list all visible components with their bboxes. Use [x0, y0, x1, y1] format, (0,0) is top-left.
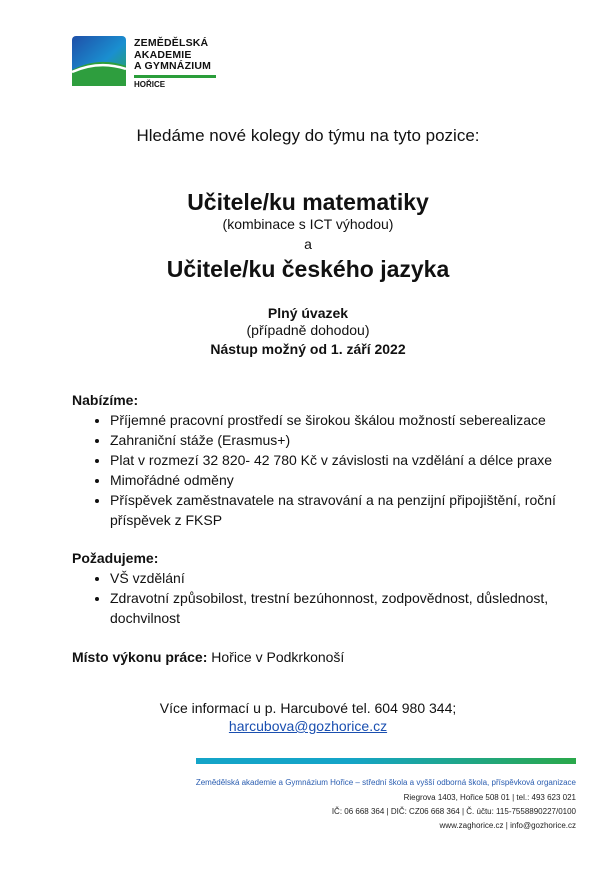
contact-text: Více informací u p. Harcubové tel. 604 980 344;: [159, 700, 457, 716]
workplace-value: Hořice v Podkrkonoší: [211, 649, 345, 665]
workplace-label: Místo výkonu práce:: [72, 649, 208, 665]
position-math-note: (kombinace s ICT výhodou): [222, 216, 394, 232]
list-item: • Zdravotní způsobilost, trestní bezúhonnost, zodpovědnost, důslednost, dochvilnost: [110, 588, 572, 628]
logo-name-line-1: ZEMĚDĚLSKÁ: [134, 37, 209, 49]
offer-title: Nabízíme:: [72, 392, 139, 408]
workplace: [72, 649, 572, 665]
school-logo: [72, 36, 222, 92]
offer-list: [72, 410, 572, 530]
logo-town: HOŘICE: [134, 80, 166, 89]
logo-name: [134, 38, 211, 73]
list-item: • VŠ vzdělání: [110, 568, 572, 588]
list-item: • Zahraniční stáže (Erasmus+): [110, 430, 572, 450]
position-czech-title: Učitele/ku českého jazyka: [166, 256, 450, 282]
requirements-title: Požadujeme:: [72, 550, 159, 566]
footer-web-email: www.zaghorice.cz | info@gozhorice.cz: [439, 821, 576, 830]
requirements-list: [72, 568, 572, 628]
list-item: • Mimořádné odměny: [110, 470, 572, 490]
footer-address: Riegrova 1403, Hořice 508 01 | tel.: 493 623 021: [403, 793, 576, 802]
footer-divider: [196, 758, 576, 764]
intro-text: Hledáme nové kolegy do týmu na tyto pozice:: [136, 126, 480, 145]
conjunction-text: a: [304, 236, 312, 252]
start-date: Nástup možný od 1. září 2022: [210, 341, 406, 357]
footer-org-name: Zemědělská akademie a Gymnázium Hořice – střední škola a vyšší odborná škola, příspěvková organizace: [195, 778, 576, 787]
employment-type: Plný úvazek: [267, 305, 349, 321]
footer-ids: IČ: 06 668 364 | DIČ: CZ06 668 364 | Č. účtu: 115-7558890227/0100: [331, 807, 576, 816]
position-math-title: Učitele/ku matematiky: [187, 189, 429, 215]
requirements-section: [72, 550, 572, 628]
list-item: • Příjemné pracovní prostředí se širokou škálou možností seberealizace: [110, 410, 572, 430]
list-item: • Plat v rozmezí 32 820- 42 780 Kč v závislosti na vzdělání a délce praxe: [110, 450, 572, 470]
employment-type-note: (případně dohodou): [246, 322, 370, 338]
offer-section: [72, 392, 572, 530]
list-item: • Příspěvek zaměstnavatele na stravování a na penzijní připojištění, roční příspěvek z FKSP: [110, 490, 572, 530]
logo-name-line-2: AKADEMIE: [134, 48, 192, 61]
logo-underline: [134, 75, 216, 78]
contact-email-link[interactable]: harcubova@gozhorice.cz: [228, 718, 388, 734]
logo-name-line-3: A GYMNÁZIUM: [134, 60, 212, 72]
logo-mark-icon: [72, 36, 126, 86]
